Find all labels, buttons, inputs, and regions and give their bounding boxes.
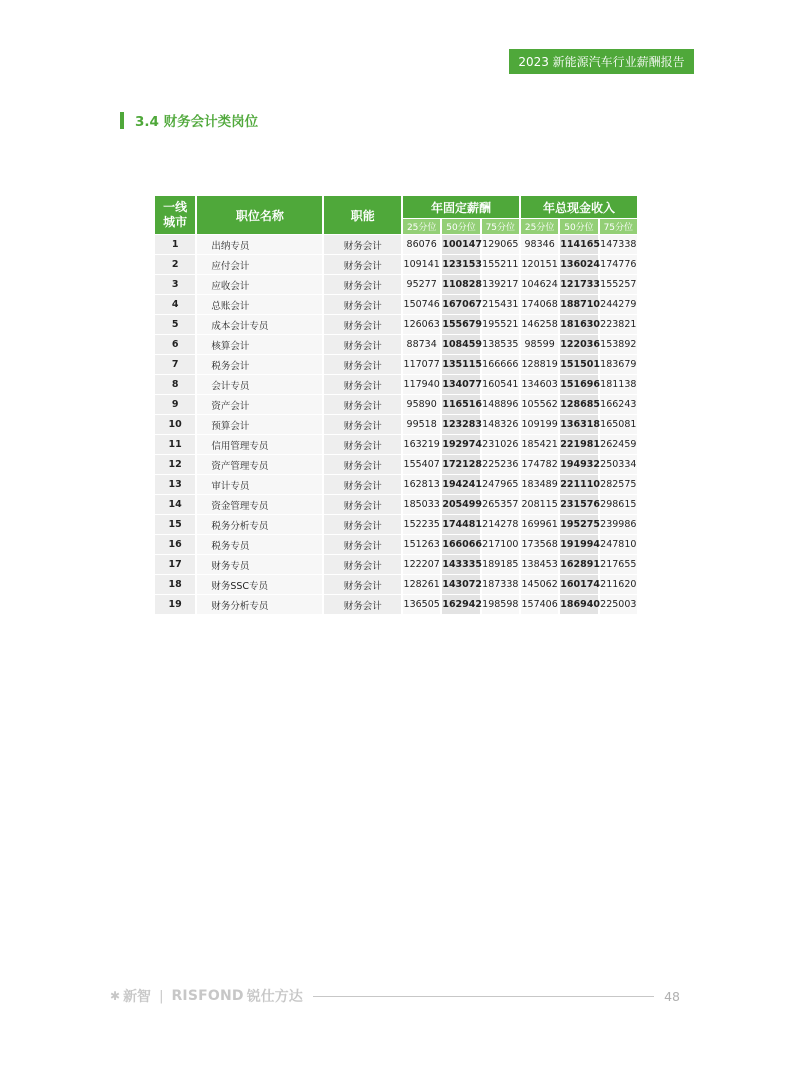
cell-fixed-p25: 162813 bbox=[403, 475, 440, 494]
cell-total-p75: 250334 bbox=[600, 455, 637, 474]
cell-row-index: 12 bbox=[155, 455, 195, 474]
risfond-logo: RISFOND bbox=[171, 988, 244, 1004]
cell-total-p75: 298615 bbox=[600, 495, 637, 514]
cell-fixed-p50: 123153 bbox=[442, 255, 479, 274]
cell-position-name: 财务专员 bbox=[197, 555, 322, 574]
cell-total-p50: 114165 bbox=[560, 235, 597, 254]
table-row bbox=[155, 235, 637, 254]
cell-fixed-p50: 174481 bbox=[442, 515, 479, 534]
cell-fixed-p25: 150746 bbox=[403, 295, 440, 314]
cell-function: 财务会计 bbox=[324, 335, 401, 354]
table-row bbox=[155, 555, 637, 574]
report-title-banner bbox=[509, 49, 694, 74]
cell-total-p25: 169961 bbox=[521, 515, 558, 534]
cell-fixed-p75: 129065 bbox=[482, 235, 519, 254]
section-title: 3.4 财务会计类岗位 bbox=[135, 114, 259, 130]
cell-fixed-p50: 162942 bbox=[442, 595, 479, 614]
cell-fixed-p25: 109141 bbox=[403, 255, 440, 274]
cell-total-p50: 188710 bbox=[560, 295, 597, 314]
cell-total-p25: 98599 bbox=[521, 335, 558, 354]
cell-fixed-p50: 110828 bbox=[442, 275, 479, 294]
table-row bbox=[155, 295, 637, 314]
cell-fixed-p75: 166666 bbox=[482, 355, 519, 374]
cell-total-p50: 221110 bbox=[560, 475, 597, 494]
cell-fixed-p75: 189185 bbox=[482, 555, 519, 574]
cell-row-index: 6 bbox=[155, 335, 195, 354]
cell-fixed-p25: 88734 bbox=[403, 335, 440, 354]
table-row bbox=[155, 495, 637, 514]
cell-position-name: 税务会计 bbox=[197, 355, 322, 374]
cell-row-index: 15 bbox=[155, 515, 195, 534]
footer-rule bbox=[313, 996, 654, 997]
cell-total-p25: 174068 bbox=[521, 295, 558, 314]
cell-row-index: 17 bbox=[155, 555, 195, 574]
page-footer bbox=[110, 985, 680, 1007]
cell-fixed-p50: 155679 bbox=[442, 315, 479, 334]
risfond-logo-cn: 锐仕方达 bbox=[246, 989, 303, 1005]
cell-fixed-p25: 99518 bbox=[403, 415, 440, 434]
cell-total-p25: 185421 bbox=[521, 435, 558, 454]
header-annual-fixed-pay: 年固定薪酬 bbox=[403, 196, 519, 218]
cell-total-p75: 147338 bbox=[600, 235, 637, 254]
cell-total-p50: 194932 bbox=[560, 455, 597, 474]
cell-fixed-p25: 117940 bbox=[403, 375, 440, 394]
cell-fixed-p25: 185033 bbox=[403, 495, 440, 514]
cell-row-index: 2 bbox=[155, 255, 195, 274]
cell-total-p25: 173568 bbox=[521, 535, 558, 554]
cell-fixed-p75: 195521 bbox=[482, 315, 519, 334]
cell-fixed-p25: 122207 bbox=[403, 555, 440, 574]
cell-function: 财务会计 bbox=[324, 235, 401, 254]
cell-row-index: 10 bbox=[155, 415, 195, 434]
cell-row-index: 19 bbox=[155, 595, 195, 614]
cell-fixed-p50: 166066 bbox=[442, 535, 479, 554]
table-row bbox=[155, 595, 637, 614]
cell-row-index: 4 bbox=[155, 295, 195, 314]
cell-fixed-p75: 198598 bbox=[482, 595, 519, 614]
cell-position-name: 成本会计专员 bbox=[197, 315, 322, 334]
cell-fixed-p25: 86076 bbox=[403, 235, 440, 254]
header-fixed-p75: 75分位 bbox=[482, 219, 519, 234]
cell-function: 财务会计 bbox=[324, 435, 401, 454]
cell-row-index: 5 bbox=[155, 315, 195, 334]
cell-fixed-p75: 247965 bbox=[482, 475, 519, 494]
table-row bbox=[155, 475, 637, 494]
cell-fixed-p75: 214278 bbox=[482, 515, 519, 534]
cell-fixed-p50: 123283 bbox=[442, 415, 479, 434]
cell-function: 财务会计 bbox=[324, 275, 401, 294]
cell-row-index: 14 bbox=[155, 495, 195, 514]
header-fixed-p25: 25分位 bbox=[403, 219, 440, 234]
cell-fixed-p75: 160541 bbox=[482, 375, 519, 394]
cell-function: 财务会计 bbox=[324, 575, 401, 594]
cell-total-p75: 239986 bbox=[600, 515, 637, 534]
cell-position-name: 资产会计 bbox=[197, 395, 322, 414]
cell-total-p25: 174782 bbox=[521, 455, 558, 474]
cell-position-name: 核算会计 bbox=[197, 335, 322, 354]
report-title: 2023 新能源汽车行业薪酬报告 bbox=[518, 55, 685, 69]
cell-row-index: 1 bbox=[155, 235, 195, 254]
cell-position-name: 会计专员 bbox=[197, 375, 322, 394]
cell-function: 财务会计 bbox=[324, 455, 401, 474]
cell-row-index: 18 bbox=[155, 575, 195, 594]
table-row bbox=[155, 335, 637, 354]
cell-total-p75: 217655 bbox=[600, 555, 637, 574]
cell-position-name: 税务分析专员 bbox=[197, 515, 322, 534]
cell-function: 财务会计 bbox=[324, 515, 401, 534]
cell-total-p75: 225003 bbox=[600, 595, 637, 614]
cell-function: 财务会计 bbox=[324, 415, 401, 434]
cell-total-p75: 165081 bbox=[600, 415, 637, 434]
cell-total-p75: 174776 bbox=[600, 255, 637, 274]
table-row bbox=[155, 575, 637, 594]
cell-fixed-p50: 116516 bbox=[442, 395, 479, 414]
cell-fixed-p75: 215431 bbox=[482, 295, 519, 314]
cell-fixed-p75: 148896 bbox=[482, 395, 519, 414]
cell-total-p25: 145062 bbox=[521, 575, 558, 594]
table-row bbox=[155, 315, 637, 334]
cell-total-p75: 223821 bbox=[600, 315, 637, 334]
cell-fixed-p50: 192974 bbox=[442, 435, 479, 454]
cell-function: 财务会计 bbox=[324, 555, 401, 574]
cell-fixed-p50: 205499 bbox=[442, 495, 479, 514]
cell-total-p75: 183679 bbox=[600, 355, 637, 374]
cell-fixed-p25: 126063 bbox=[403, 315, 440, 334]
cell-total-p75: 262459 bbox=[600, 435, 637, 454]
cell-total-p50: 121733 bbox=[560, 275, 597, 294]
logo-divider: | bbox=[159, 988, 164, 1004]
cell-fixed-p75: 217100 bbox=[482, 535, 519, 554]
cell-total-p75: 181138 bbox=[600, 375, 637, 394]
cell-function: 财务会计 bbox=[324, 475, 401, 494]
cell-row-index: 11 bbox=[155, 435, 195, 454]
cell-total-p50: 181630 bbox=[560, 315, 597, 334]
cell-total-p50: 136024 bbox=[560, 255, 597, 274]
cell-total-p50: 195275 bbox=[560, 515, 597, 534]
cell-total-p25: 98346 bbox=[521, 235, 558, 254]
table-row bbox=[155, 455, 637, 474]
table-row bbox=[155, 395, 637, 414]
table-body bbox=[155, 235, 637, 614]
cell-total-p25: 105562 bbox=[521, 395, 558, 414]
cell-function: 财务会计 bbox=[324, 595, 401, 614]
cell-total-p25: 109199 bbox=[521, 415, 558, 434]
header-position-name: 职位名称 bbox=[197, 196, 322, 234]
cell-total-p50: 231576 bbox=[560, 495, 597, 514]
cell-total-p50: 151696 bbox=[560, 375, 597, 394]
cell-total-p50: 151501 bbox=[560, 355, 597, 374]
table-row bbox=[155, 435, 637, 454]
cell-total-p75: 244279 bbox=[600, 295, 637, 314]
salary-table bbox=[153, 195, 639, 615]
cell-fixed-p50: 100147 bbox=[442, 235, 479, 254]
cell-total-p25: 134603 bbox=[521, 375, 558, 394]
cell-total-p75: 211620 bbox=[600, 575, 637, 594]
cell-total-p50: 136318 bbox=[560, 415, 597, 434]
table-row bbox=[155, 275, 637, 294]
cell-total-p25: 128819 bbox=[521, 355, 558, 374]
cell-position-name: 应付会计 bbox=[197, 255, 322, 274]
cell-total-p75: 155257 bbox=[600, 275, 637, 294]
cell-total-p75: 166243 bbox=[600, 395, 637, 414]
cell-total-p50: 122036 bbox=[560, 335, 597, 354]
cell-fixed-p50: 143335 bbox=[442, 555, 479, 574]
table-row bbox=[155, 375, 637, 394]
cell-fixed-p25: 128261 bbox=[403, 575, 440, 594]
table-row bbox=[155, 255, 637, 274]
cell-row-index: 7 bbox=[155, 355, 195, 374]
cell-fixed-p50: 194241 bbox=[442, 475, 479, 494]
cell-fixed-p75: 265357 bbox=[482, 495, 519, 514]
cell-position-name: 预算会计 bbox=[197, 415, 322, 434]
cell-fixed-p75: 148326 bbox=[482, 415, 519, 434]
cell-total-p50: 162891 bbox=[560, 555, 597, 574]
cell-fixed-p75: 155211 bbox=[482, 255, 519, 274]
table-row bbox=[155, 515, 637, 534]
cell-position-name: 审计专员 bbox=[197, 475, 322, 494]
cell-position-name: 财务SSC专员 bbox=[197, 575, 322, 594]
cell-row-index: 8 bbox=[155, 375, 195, 394]
header-city: 一线城市 bbox=[155, 196, 195, 234]
cell-fixed-p50: 134077 bbox=[442, 375, 479, 394]
cell-fixed-p75: 225236 bbox=[482, 455, 519, 474]
header-total-p75: 75分位 bbox=[600, 219, 637, 234]
cell-function: 财务会计 bbox=[324, 375, 401, 394]
cell-total-p25: 157406 bbox=[521, 595, 558, 614]
cell-total-p25: 138453 bbox=[521, 555, 558, 574]
section-marker bbox=[120, 112, 124, 129]
cell-function: 财务会计 bbox=[324, 395, 401, 414]
cell-fixed-p50: 143072 bbox=[442, 575, 479, 594]
cell-fixed-p25: 95890 bbox=[403, 395, 440, 414]
cell-position-name: 出纳专员 bbox=[197, 235, 322, 254]
cell-total-p50: 128685 bbox=[560, 395, 597, 414]
cell-total-p75: 153892 bbox=[600, 335, 637, 354]
xinzhi-logo-text: 新智 bbox=[123, 989, 152, 1005]
cell-fixed-p75: 139217 bbox=[482, 275, 519, 294]
table-row bbox=[155, 535, 637, 554]
cell-total-p25: 104624 bbox=[521, 275, 558, 294]
cell-total-p25: 183489 bbox=[521, 475, 558, 494]
header-fixed-p50: 50分位 bbox=[442, 219, 479, 234]
cell-total-p50: 221981 bbox=[560, 435, 597, 454]
cell-fixed-p25: 136505 bbox=[403, 595, 440, 614]
cell-total-p75: 247810 bbox=[600, 535, 637, 554]
cell-fixed-p25: 152235 bbox=[403, 515, 440, 534]
cell-fixed-p50: 135115 bbox=[442, 355, 479, 374]
cell-fixed-p25: 163219 bbox=[403, 435, 440, 454]
page-number: 48 bbox=[664, 988, 680, 1004]
cell-row-index: 16 bbox=[155, 535, 195, 554]
header-function: 职能 bbox=[324, 196, 401, 234]
cell-position-name: 总账会计 bbox=[197, 295, 322, 314]
section-heading bbox=[120, 110, 258, 130]
cell-fixed-p75: 138535 bbox=[482, 335, 519, 354]
cell-fixed-p25: 117077 bbox=[403, 355, 440, 374]
cell-row-index: 13 bbox=[155, 475, 195, 494]
table-row bbox=[155, 355, 637, 374]
cell-function: 财务会计 bbox=[324, 295, 401, 314]
cell-function: 财务会计 bbox=[324, 495, 401, 514]
cell-row-index: 3 bbox=[155, 275, 195, 294]
header-total-p25: 25分位 bbox=[521, 219, 558, 234]
cell-fixed-p75: 231026 bbox=[482, 435, 519, 454]
xinzhi-logo bbox=[110, 986, 151, 1006]
cell-fixed-p50: 167067 bbox=[442, 295, 479, 314]
header-total-p50: 50分位 bbox=[560, 219, 597, 234]
cell-row-index: 9 bbox=[155, 395, 195, 414]
cell-total-p50: 186940 bbox=[560, 595, 597, 614]
table-row bbox=[155, 415, 637, 434]
header-annual-total-cash: 年总现金收入 bbox=[521, 196, 637, 218]
cell-fixed-p50: 172128 bbox=[442, 455, 479, 474]
cell-total-p25: 208115 bbox=[521, 495, 558, 514]
cell-fixed-p25: 151263 bbox=[403, 535, 440, 554]
cell-position-name: 应收会计 bbox=[197, 275, 322, 294]
cell-total-p50: 191994 bbox=[560, 535, 597, 554]
cell-position-name: 财务分析专员 bbox=[197, 595, 322, 614]
cell-fixed-p75: 187338 bbox=[482, 575, 519, 594]
cell-position-name: 信用管理专员 bbox=[197, 435, 322, 454]
cell-position-name: 资产管理专员 bbox=[197, 455, 322, 474]
cell-function: 财务会计 bbox=[324, 255, 401, 274]
cell-position-name: 资金管理专员 bbox=[197, 495, 322, 514]
cell-function: 财务会计 bbox=[324, 315, 401, 334]
cell-function: 财务会计 bbox=[324, 535, 401, 554]
cell-total-p50: 160174 bbox=[560, 575, 597, 594]
cell-total-p75: 282575 bbox=[600, 475, 637, 494]
cell-total-p25: 120151 bbox=[521, 255, 558, 274]
cell-function: 财务会计 bbox=[324, 355, 401, 374]
cell-fixed-p50: 108459 bbox=[442, 335, 479, 354]
cell-total-p25: 146258 bbox=[521, 315, 558, 334]
xinzhi-logo-icon: ✱ bbox=[110, 989, 121, 1003]
cell-fixed-p25: 95277 bbox=[403, 275, 440, 294]
cell-position-name: 税务专员 bbox=[197, 535, 322, 554]
cell-fixed-p25: 155407 bbox=[403, 455, 440, 474]
